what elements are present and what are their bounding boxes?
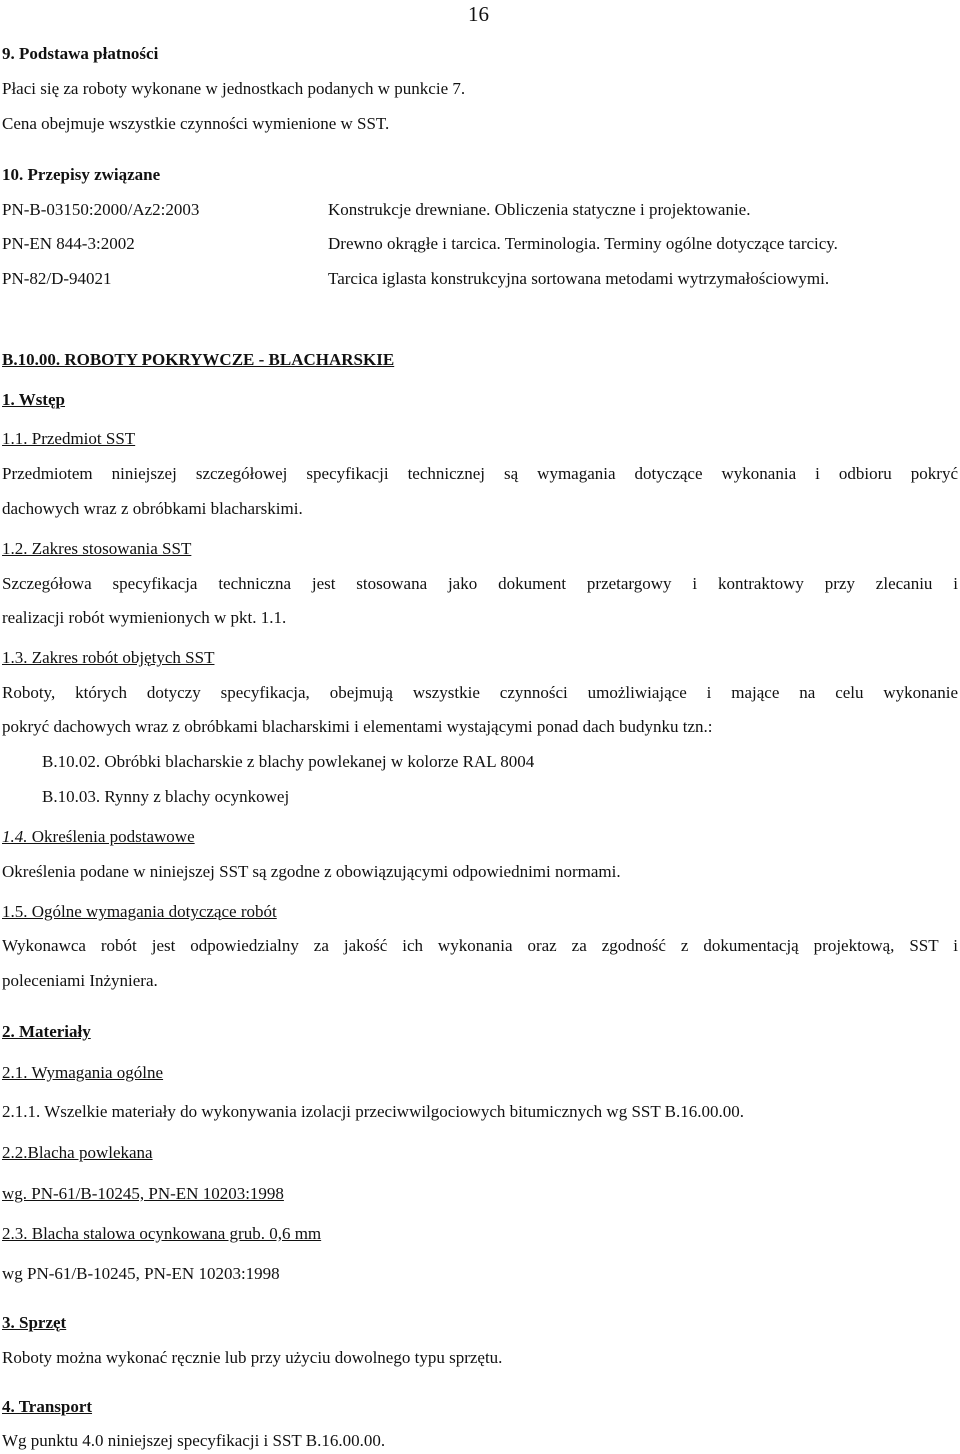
section-9-line-1: Płaci się za roboty wykonane w jednostkach podanych w punkcie 7. [2,79,466,98]
section-2-2-text: wg. PN-61/B-10245, PN-EN 10203:1998 [2,1184,284,1203]
section-2-3-heading: 2.3. Blacha stalowa ocynkowana grub. 0,6 mm [2,1224,322,1243]
section-1-2-text-line-2: realizacji robót wymienionych w pkt. 1.1. [2,608,287,627]
norm-description: Konstrukcje drewniane. Obliczenia statyczne i projektowanie. [328,200,751,219]
section-3-text: Roboty można wykonać ręcznie lub przy użyciu dowolnego typu sprzętu. [2,1348,503,1367]
section-4-heading: 4. Transport [2,1397,93,1416]
norm-code: PN-EN 844-3:2002 [2,234,135,253]
norm-code: PN-82/D-94021 [2,269,112,288]
section-2-2-heading: 2.2.Blacha powlekana [2,1143,153,1162]
section-1-1-text-line-2: dachowych wraz z obróbkami blacharskimi. [2,499,303,518]
section-1-3-text-line-2: pokryć dachowych wraz z obróbkami blacharskimi i elementami wystającymi ponad dach budynku tzn.: [2,717,713,736]
section-1-5-text-line-1: Wykonawca robót jest odpowiedzialny za jakość ich wykonania oraz za zgodność z dokumentacją projektową, SST i [2,936,958,955]
section-1-5-heading: 1.5. Ogólne wymagania dotyczące robót [2,902,277,921]
section-1-5-text-line-2: poleceniami Inżyniera. [2,971,158,990]
section-1-3-heading: 1.3. Zakres robót objętych SST [2,648,215,667]
section-9-heading: 9. Podstawa płatności [2,44,159,63]
section-1-3-list-item: B.10.02. Obróbki blacharskie z blachy powlekanej w kolorze RAL 8004 [42,752,535,771]
norm-code: PN-B-03150:2000/Az2:2003 [2,200,200,219]
section-2-3-text: wg PN-61/B-10245, PN-EN 10203:1998 [2,1264,280,1283]
section-1-heading: 1. Wstęp [2,390,65,409]
section-1-1-text-line-1: Przedmiotem niniejszej szczegółowej specyfikacji technicznej są wymagania dotyczące wykonania i odbioru pokryć [2,464,958,483]
section-9-line-2: Cena obejmuje wszystkie czynności wymienione w SST. [2,114,390,133]
norm-description: Drewno okrągłe i tarcica. Terminologia. Terminy ogólne dotyczące tarcicy. [328,234,838,253]
section-1-4-title: Określenia podstawowe [27,827,195,846]
section-1-4-text: Określenia podane w niniejszej SST są zgodne z obowiązującymi odpowiednimi normami. [2,862,621,881]
section-1-1-heading: 1.1. Przedmiot SST [2,429,136,448]
section-1-3-text-line-1: Roboty, których dotyczy specyfikacja, obejmują wszystkie czynności umożliwiające i mające na celu wykonanie [2,683,958,702]
section-1-2-text-line-1: Szczegółowa specyfikacja techniczna jest stosowana jako dokument przetargowy i kontraktowy przy zlecaniu i [2,574,958,593]
page-number: 16 [468,2,489,26]
chapter-title: B.10.00. ROBOTY POKRYWCZE - BLACHARSKIE [2,350,395,369]
norm-description: Tarcica iglasta konstrukcyjna sortowana metodami wytrzymałościowymi. [328,269,830,288]
section-2-1-1-text: 2.1.1. Wszelkie materiały do wykonywania izolacji przeciwwilgociowych bitumicznych wg SST B.16.00.00. [2,1102,745,1121]
section-1-4-heading [2,827,195,847]
section-2-heading: 2. Materiały [2,1022,91,1041]
section-1-2-heading: 1.2. Zakres stosowania SST [2,539,192,558]
section-2-1-heading: 2.1. Wymagania ogólne [2,1063,164,1082]
section-10-heading: 10. Przepisy związane [2,165,161,184]
section-1-4-number: 1.4. [2,827,28,846]
section-3-heading: 3. Sprzęt [2,1313,67,1332]
section-4-text: Wg punktu 4.0 niniejszej specyfikacji i SST B.16.00.00. [2,1431,386,1450]
section-1-3-list-item: B.10.03. Rynny z blachy ocynkowej [42,787,290,806]
